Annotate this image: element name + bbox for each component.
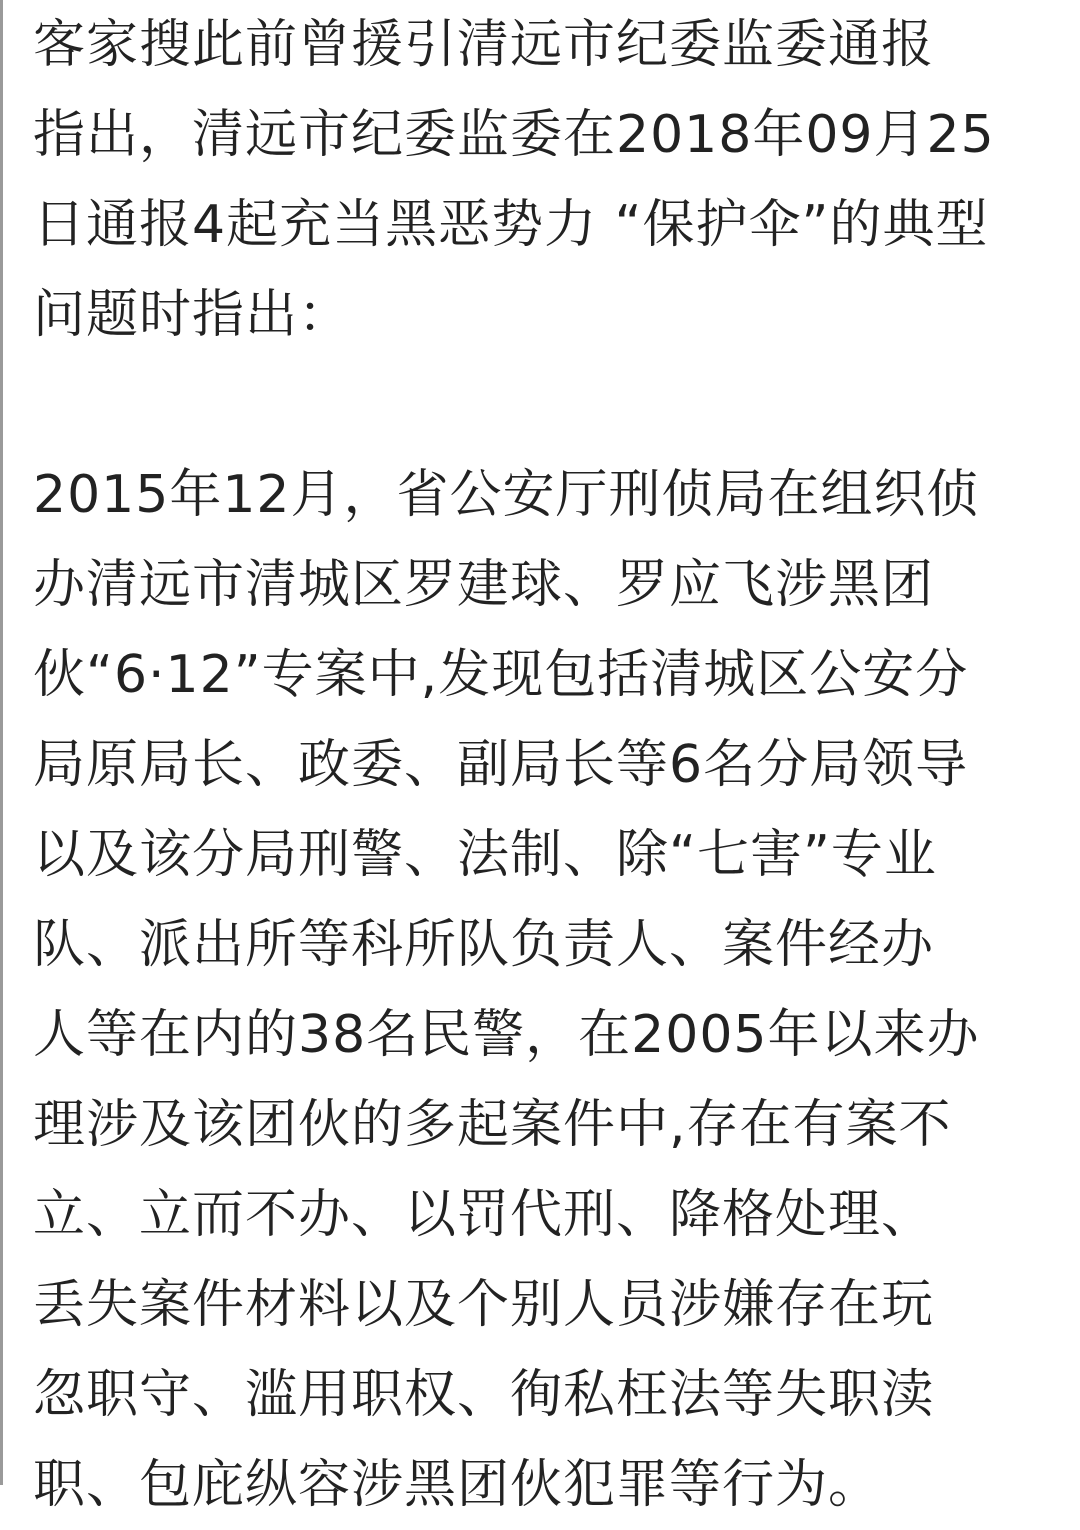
text-line: 伙“6·12”专案中,发现包括清城区公安分 xyxy=(33,645,969,705)
text-line: 队、派出所等科所队负责人、案件经办 xyxy=(33,915,935,975)
text-line: 人等在内的38名民警，在2005年以来办 xyxy=(33,1005,980,1065)
text-line: 局原局长、政委、副局长等6名分局领导 xyxy=(33,735,969,795)
text-line: 指出，清远市纪委监委在2018年09月25 xyxy=(33,105,995,165)
paragraph-1 xyxy=(33,0,1043,360)
text-line: 理涉及该团伙的多起案件中,存在有案不 xyxy=(33,1095,952,1155)
text-line: 办清远市清城区罗建球、罗应飞涉黑团 xyxy=(33,555,935,615)
paragraph-spacer xyxy=(33,360,1043,450)
text-line: 以及该分局刑警、法制、除“七害”专业 xyxy=(33,825,937,885)
article-body xyxy=(33,0,1043,1530)
text-line: 忽职守、滥用职权、徇私枉法等失职渎 xyxy=(33,1365,935,1425)
text-line: 丢失案件材料以及个别人员涉嫌存在玩 xyxy=(33,1275,935,1335)
paragraph-2 xyxy=(33,450,1043,1530)
text-line: 客家搜此前曾援引清远市纪委监委通报 xyxy=(33,15,935,75)
text-line: 立、立而不办、以罚代刑、降格处理、 xyxy=(33,1185,935,1245)
left-border xyxy=(0,0,3,1485)
text-line: 职、包庇纵容涉黑团伙犯罪等行为。 xyxy=(33,1455,882,1515)
text-line: 2015年12月，省公安厅刑侦局在组织侦 xyxy=(33,465,980,525)
text-line: 日通报4起充当黑恶势力 “保护伞”的典型 xyxy=(33,195,989,255)
text-line: 问题时指出： xyxy=(33,285,352,345)
